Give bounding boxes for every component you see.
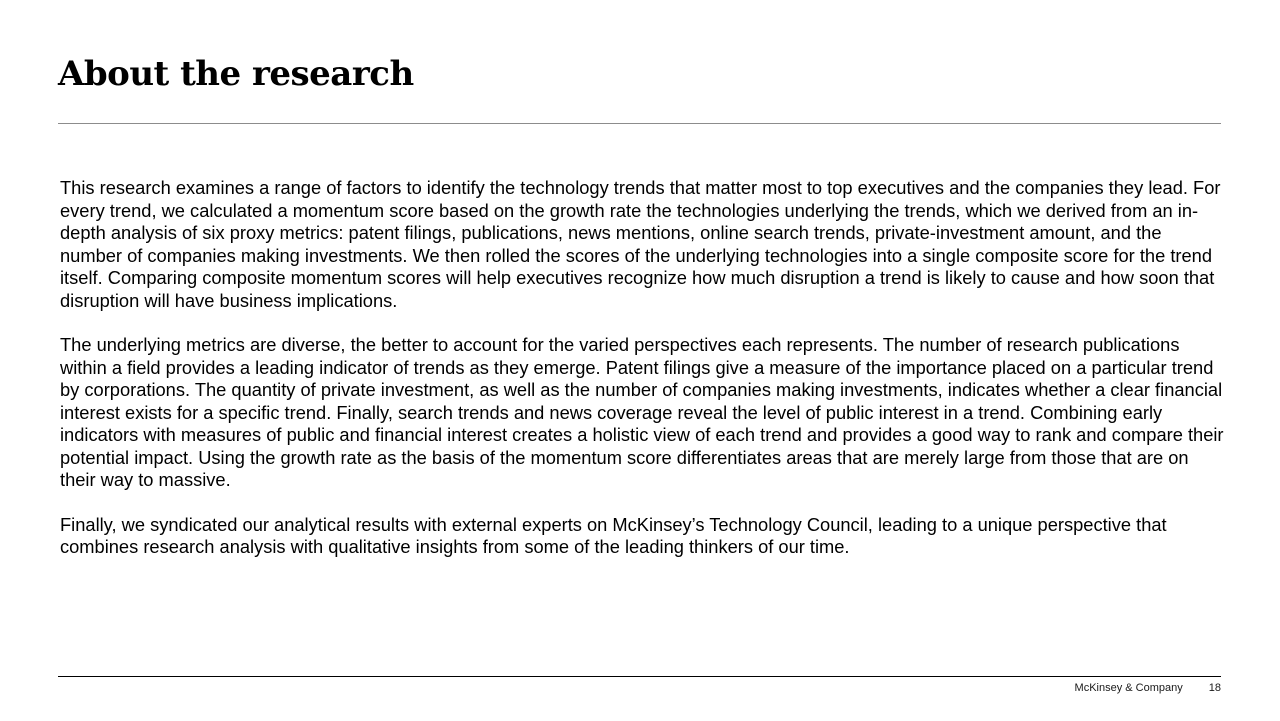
paragraph: This research examines a range of factors to identify the technology trends that matter most to top executives and the companies they lead. For every trend, we calculated a momentum score based on the growth rate the technologies underlying the trends, which we derived from an in-depth analysis of six proxy metrics: patent filings, publications, news mentions, online search trends, private-investment amount, and the number of companies making investments. We then rolled the scores of the underlying technologies into a single composite score for the trend itself. Comparing composite momentum scores will help executives recognize how much disruption a trend is likely to cause and how soon that disruption will have business implications. xyxy=(60,177,1221,311)
body-text xyxy=(60,177,1224,581)
page-number: 18 xyxy=(1208,682,1221,694)
footer-divider xyxy=(58,676,1221,677)
footer-company: McKinsey & Company xyxy=(1074,682,1183,694)
paragraph: The underlying metrics are diverse, the better to account for the varied perspectives each represents. The number of research publications within a field provides a leading indicator of trends as they emerge. Patent filings give a measure of the importance placed on a particular trend by corporations. The quantity of private investment, as well as the number of companies making investments, indicates whether a clear financial interest exists for a specific trend. Finally, search trends and news coverage reveal the level of public interest in a trend. Combining early indicators with measures of public and financial interest creates a holistic view of each trend and provides a good way to rank and compare their potential impact. Using the growth rate as the basis of the momentum score differentiates areas that are merely large from those that are on their way to massive. xyxy=(60,334,1224,490)
paragraph: Finally, we syndicated our analytical results with external experts on McKinsey’s Technology Council, leading to a unique perspective that combines research analysis with qualitative insights from some of the leading thinkers of our time. xyxy=(60,513,1167,557)
footer xyxy=(1075,681,1221,695)
page-title: About the research xyxy=(58,54,414,94)
title-divider xyxy=(58,123,1221,124)
